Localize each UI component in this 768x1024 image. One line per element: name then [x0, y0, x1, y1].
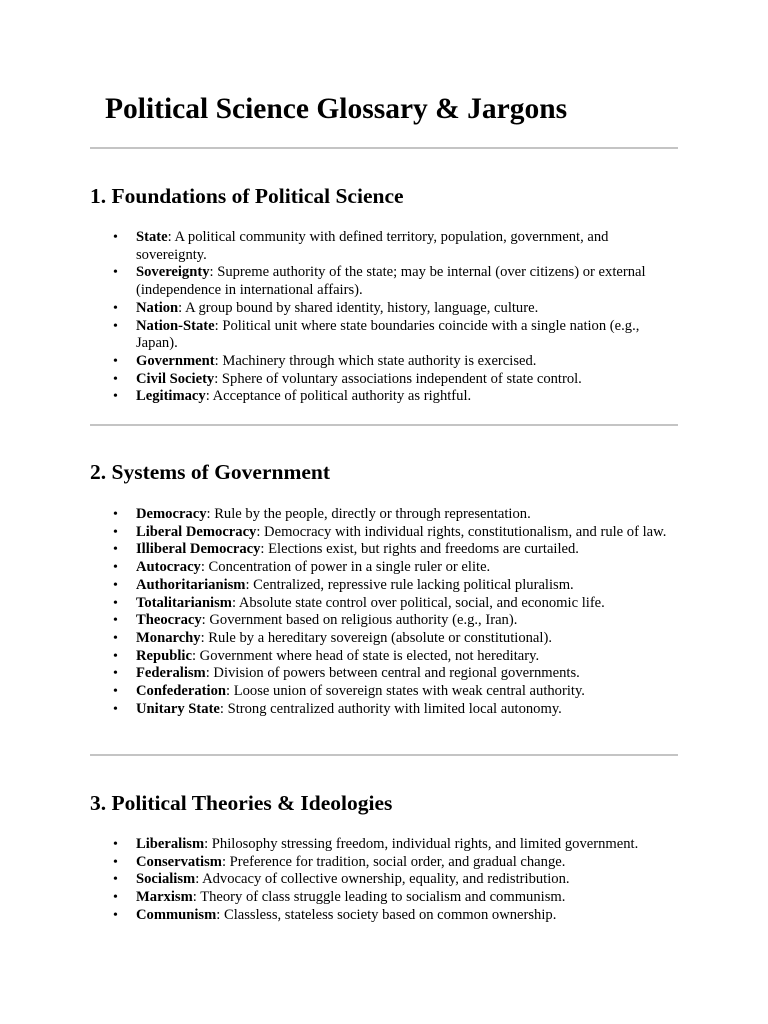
- term-definition: : Government based on religious authority (e.g., Iran).: [201, 612, 518, 629]
- term-name: Confederation: [136, 683, 226, 700]
- list-item: [136, 889, 676, 907]
- list-item: [136, 854, 676, 872]
- term-definition: : Centralized, repressive rule lacking political pluralism.: [245, 576, 574, 593]
- term-name: Government: [136, 352, 215, 369]
- term-name: Communism: [136, 906, 217, 923]
- term-definition: : Absolute state control over political, social, and economic life.: [231, 594, 605, 611]
- term-definition: : Rule by the people, directly or through representation.: [206, 506, 531, 522]
- term-list-foundations: [136, 229, 676, 406]
- list-item: [136, 264, 676, 299]
- term-name: Democracy: [136, 506, 207, 522]
- term-definition: : Acceptance of political authority as rightful.: [205, 388, 472, 405]
- term-name: Nation: [136, 299, 179, 316]
- list-item: [136, 701, 676, 719]
- list-item: [136, 595, 676, 613]
- list-item: [136, 665, 676, 683]
- list-item: [136, 907, 676, 925]
- list-item: [136, 541, 676, 559]
- term-definition: : Division of powers between central and regional governments.: [205, 665, 580, 682]
- list-item: [136, 836, 676, 854]
- section-heading-systems: 2. Systems of Government: [90, 460, 331, 484]
- section-heading-foundations: 1. Foundations of Political Science: [90, 184, 404, 208]
- term-name: Republic: [136, 647, 192, 664]
- term-definition: : Preference for tradition, social order, and gradual change.: [221, 853, 566, 870]
- term-definition: : Concentration of power in a single ruler or elite.: [200, 559, 491, 576]
- list-item: [136, 300, 676, 318]
- term-name: Theocracy: [136, 612, 202, 629]
- term-definition: : Strong centralized authority with limited local autonomy.: [219, 700, 562, 717]
- list-item: [136, 683, 676, 701]
- term-definition: : Machinery through which state authority is exercised.: [214, 352, 537, 369]
- term-name: Legitimacy: [136, 388, 206, 405]
- term-definition: : Government where head of state is elected, not hereditary.: [191, 647, 540, 664]
- term-name: Liberalism: [136, 836, 205, 852]
- term-definition: : A group bound by shared identity, history, language, culture.: [178, 299, 539, 316]
- term-definition: : Advocacy of collective ownership, equality, and redistribution.: [195, 871, 570, 888]
- term-definition: : Elections exist, but rights and freedoms are curtailed.: [260, 541, 579, 558]
- term-name: Totalitarianism: [136, 594, 232, 611]
- list-item: [136, 648, 676, 666]
- list-item: [136, 871, 676, 889]
- divider: [90, 424, 678, 426]
- term-name: State: [136, 229, 168, 245]
- page-title: Political Science Glossary & Jargons: [105, 93, 568, 125]
- term-definition: : Political unit where state boundaries coincide with a single nation (e.g., Japan).: [136, 317, 640, 352]
- term-name: Autocracy: [136, 559, 201, 576]
- term-list-systems: [136, 506, 676, 718]
- term-definition: : Rule by a hereditary sovereign (absolute or constitutional).: [200, 629, 552, 646]
- term-definition: : A political community with defined territory, population, government, and sovereignty.: [136, 229, 609, 263]
- term-name: Illiberal Democracy: [136, 541, 261, 558]
- term-name: Federalism: [136, 665, 206, 682]
- list-item: [136, 612, 676, 630]
- term-name: Liberal Democracy: [136, 523, 257, 540]
- list-item: [136, 318, 676, 353]
- term-name: Socialism: [136, 871, 196, 888]
- list-item: [136, 559, 676, 577]
- divider: [90, 754, 678, 756]
- term-definition: : Philosophy stressing freedom, individual rights, and limited government.: [204, 836, 639, 852]
- section-heading-theories: 3. Political Theories & Ideologies: [90, 791, 393, 815]
- list-item: [136, 577, 676, 595]
- list-item: [136, 524, 676, 542]
- divider: [90, 147, 678, 149]
- term-definition: : Supreme authority of the state; may be internal (over citizens) or external (independence in international affairs).: [136, 264, 646, 299]
- term-name: Sovereignty: [136, 264, 210, 281]
- term-name: Nation-State: [136, 317, 215, 334]
- term-definition: : Classless, stateless society based on common ownership.: [216, 906, 557, 923]
- list-item: [136, 506, 676, 524]
- term-definition: : Theory of class struggle leading to socialism and communism.: [192, 889, 566, 906]
- list-item: [136, 371, 676, 389]
- term-name: Conservatism: [136, 853, 222, 870]
- term-list-theories: [136, 836, 676, 925]
- term-name: Monarchy: [136, 629, 201, 646]
- term-name: Marxism: [136, 889, 193, 906]
- term-name: Civil Society: [136, 370, 215, 387]
- list-item: [136, 388, 676, 406]
- term-definition: : Loose union of sovereign states with weak central authority.: [226, 683, 585, 700]
- term-definition: : Sphere of voluntary associations independent of state control.: [214, 370, 582, 387]
- term-definition: : Democracy with individual rights, constitutionalism, and rule of law.: [256, 523, 667, 540]
- term-name: Authoritarianism: [136, 576, 246, 593]
- list-item: [136, 353, 676, 371]
- list-item: [136, 229, 676, 264]
- list-item: [136, 630, 676, 648]
- term-name: Unitary State: [136, 700, 220, 717]
